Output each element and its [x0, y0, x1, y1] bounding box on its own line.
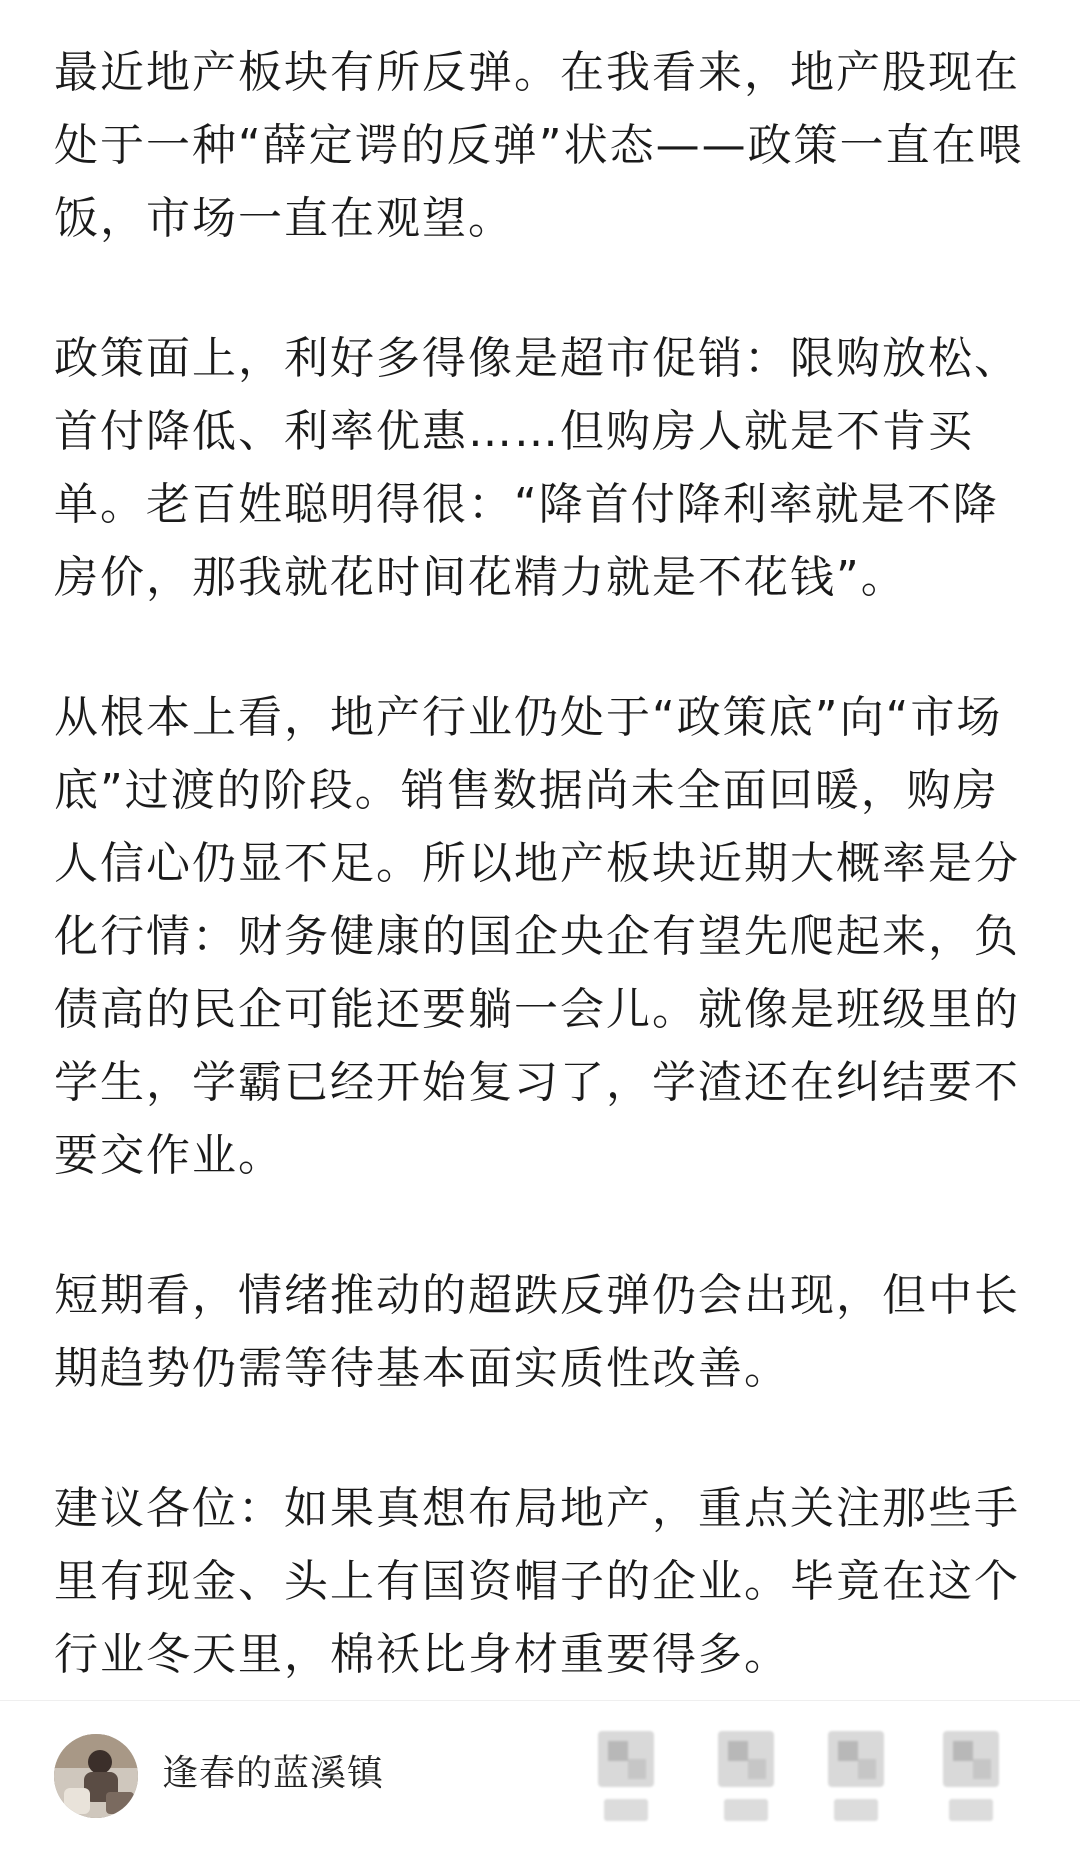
article-paragraph-4: 短期看，情绪推动的超跌反弹仍会出现，但中长期趋势仍需等待基本面实质性改善。	[54, 1270, 1020, 1394]
blurred-comment-label	[724, 1799, 768, 1821]
article-paragraph-1: 最近地产板块有所反弹。在我看来，地产股现在处于一种“薛定谔的反弹”状态——政策一直在喂饭，市场一直在观望。	[54, 47, 1024, 244]
blurred-like-icon	[828, 1731, 884, 1787]
blurred-comment-icon	[718, 1731, 774, 1787]
forward-button[interactable]	[590, 1721, 662, 1831]
comment-button[interactable]	[710, 1721, 782, 1831]
blurred-share-label	[949, 1799, 993, 1821]
author-bar	[0, 1700, 1080, 1849]
article-paragraph-2: 政策面上，利好多得像是超市促销：限购放松、首付降低、利率优惠……但购房人就是不肯买单。老百姓聪明得很：“降首付降利率就是不降房价，那我就花时间花精力就是不花钱”。	[54, 333, 1020, 603]
article-paragraph-5: 建议各位：如果真想布局地产，重点关注那些手里有现金、头上有国资帽子的企业。毕竟在这个行业冬天里，棉袄比身材重要得多。	[54, 1483, 1020, 1680]
author-name[interactable]: 逢春的蓝溪镇	[162, 1753, 385, 1794]
author-avatar[interactable]	[54, 1734, 138, 1818]
blurred-share-icon	[943, 1731, 999, 1787]
blurred-like-label	[834, 1799, 878, 1821]
action-buttons	[590, 1721, 1050, 1831]
article-paragraph-3: 从根本上看，地产行业仍处于“政策底”向“市场底”过渡的阶段。销售数据尚未全面回暖，购房人信心仍显不足。所以地产板块近期大概率是分化行情：财务健康的国企央企有望先爬起来，负债高的民企可能还要躺一会儿。就像是班级里的学生，学霸已经开始复习了，学渣还在纠结要不要交作业。	[54, 692, 1020, 1181]
article-body	[54, 36, 1034, 1691]
share-button[interactable]	[935, 1721, 1007, 1831]
like-button[interactable]	[820, 1721, 892, 1831]
blurred-forward-icon	[598, 1731, 654, 1787]
blurred-forward-label	[604, 1799, 648, 1821]
avatar-image-icon	[54, 1734, 138, 1818]
